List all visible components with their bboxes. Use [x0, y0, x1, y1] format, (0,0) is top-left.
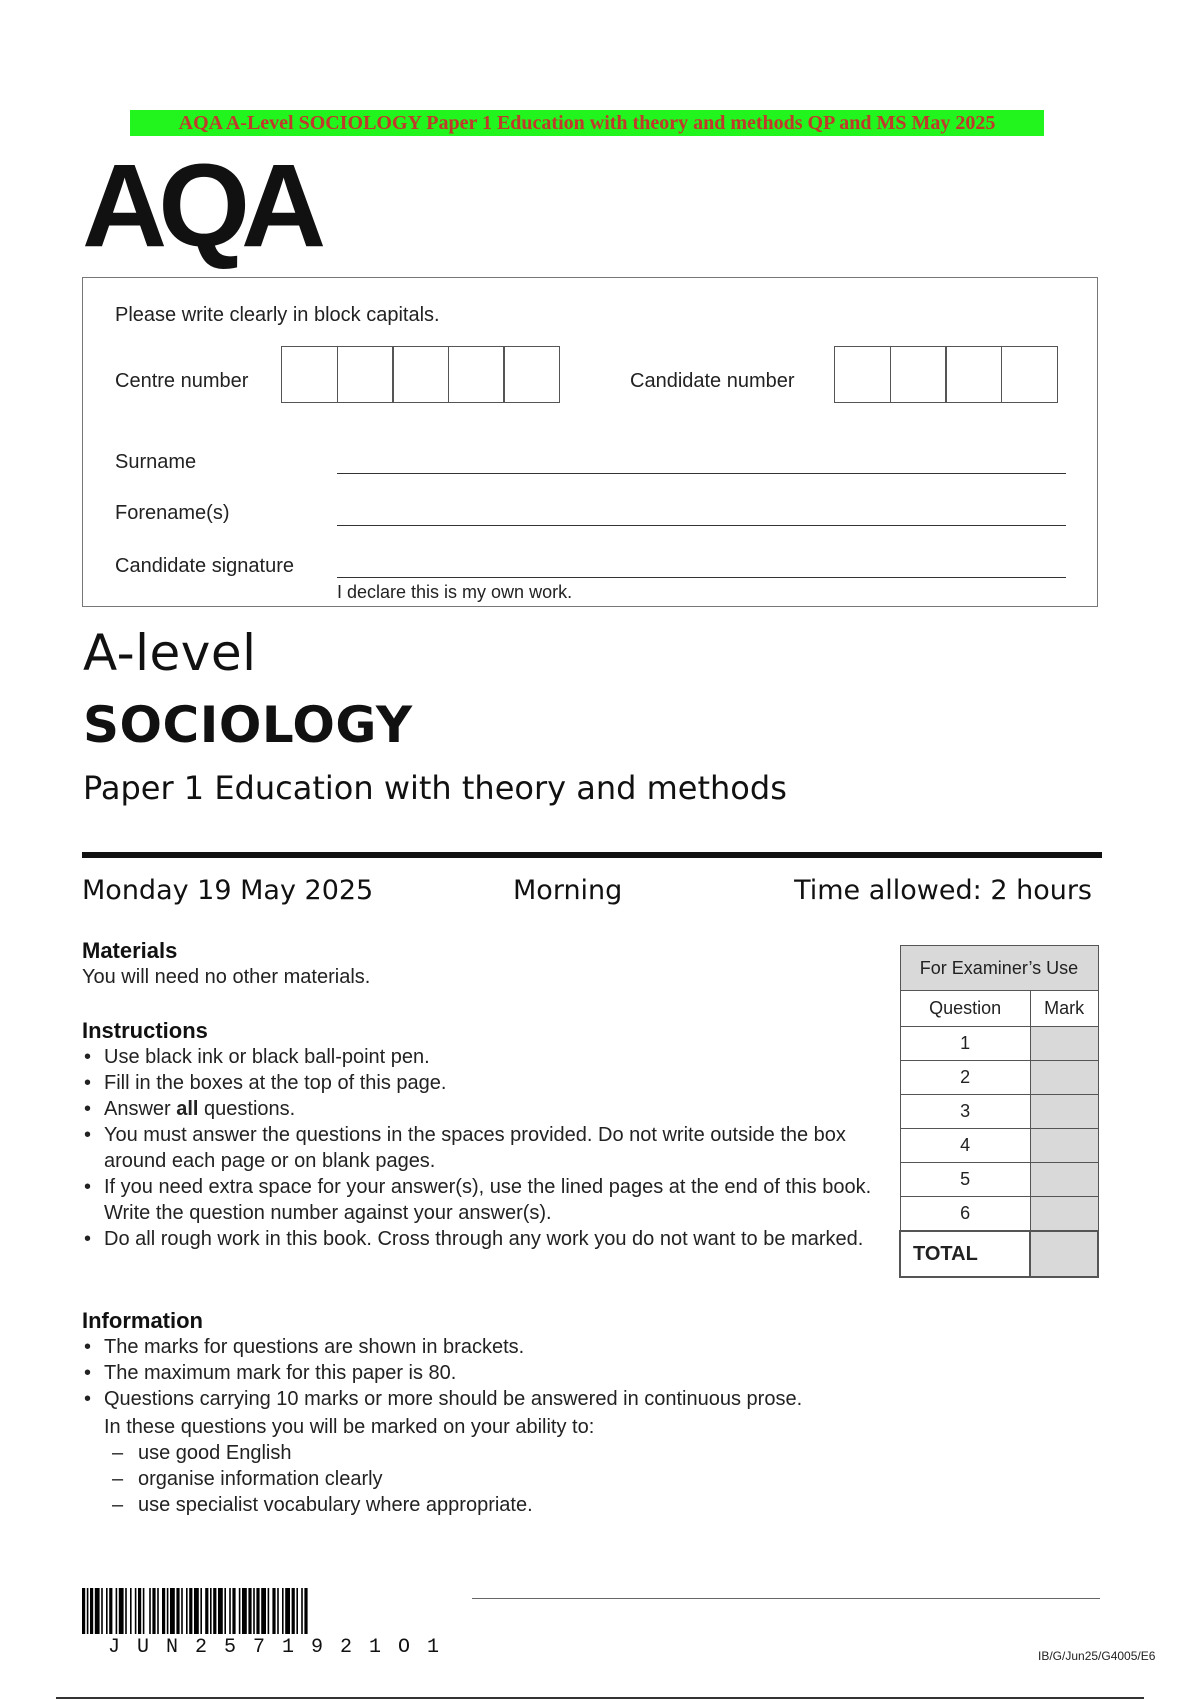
barcode-bar — [296, 1588, 298, 1634]
mark-cell — [1030, 1163, 1098, 1197]
question-number: 3 — [900, 1095, 1030, 1129]
centre-number-digit-box[interactable] — [392, 346, 449, 403]
mark-cell — [1030, 1027, 1098, 1061]
instructions-heading: Instructions — [82, 1018, 208, 1043]
barcode-bar — [261, 1588, 266, 1634]
list-item: • Fill in the boxes at the top of this page. — [84, 1072, 447, 1094]
list-item: • If you need extra space for your answer(s), use the lined pages at the end of this book. Write the question number against your answer(s). — [84, 1176, 872, 1224]
barcode-bar — [135, 1588, 137, 1634]
barcode-bar — [272, 1588, 275, 1634]
candidate-number-digit-box[interactable] — [945, 346, 1002, 403]
total-row — [900, 1231, 1098, 1277]
candidate-number-digit-box[interactable] — [1001, 346, 1058, 403]
barcode-bar — [301, 1588, 303, 1634]
barcode-bar — [218, 1588, 223, 1634]
barcode-bar — [125, 1588, 127, 1634]
examiners-use-title: For Examiner’s Use — [900, 946, 1098, 991]
barcode-bar — [119, 1588, 124, 1634]
question-number: 5 — [900, 1163, 1030, 1197]
barcode-bar — [176, 1588, 179, 1634]
total-mark-cell — [1030, 1231, 1098, 1277]
instructions-list — [82, 1044, 872, 1252]
list-item: • Answer all questions. — [84, 1098, 296, 1120]
barcode-bar — [157, 1588, 159, 1634]
barcode-bar — [90, 1588, 93, 1634]
list-item: – organise information clearly — [112, 1468, 383, 1490]
barcode-bar — [210, 1588, 212, 1634]
question-number: 1 — [900, 1027, 1030, 1061]
barcode-bar — [152, 1588, 155, 1634]
barcode-bar — [109, 1588, 112, 1634]
list-item: • Do all rough work in this book. Cross through any work you do not want to be marked. — [84, 1228, 864, 1250]
barcode-bar — [282, 1588, 284, 1634]
surname-line[interactable] — [337, 473, 1066, 474]
subject-title: SOCIOLOGY — [83, 696, 413, 754]
declaration-text: I declare this is my own work. — [337, 582, 573, 602]
barcode-bar — [292, 1588, 295, 1634]
signature-line[interactable] — [337, 577, 1066, 578]
question-number: 6 — [900, 1197, 1030, 1232]
barcode-bar — [200, 1588, 202, 1634]
centre-number-digit-box[interactable] — [337, 346, 394, 403]
examiners-use-table — [899, 945, 1099, 1278]
exam-date: Monday 19 May 2025 — [82, 875, 374, 906]
barcode-bar — [106, 1588, 108, 1634]
signature-label: Candidate signature — [115, 555, 295, 577]
mark-column-header: Mark — [1030, 991, 1098, 1027]
surname-label: Surname — [115, 451, 197, 473]
table-row — [900, 1095, 1098, 1129]
barcode-bar — [87, 1588, 89, 1634]
list-item: • You must answer the questions in the spaces provided. Do not write outside the box around each page or on blank pages. — [84, 1124, 846, 1172]
barcode-bar — [186, 1588, 188, 1634]
candidate-number-digit-box[interactable] — [834, 346, 891, 403]
barcode-digits: JUN2571921O1 — [108, 1636, 457, 1659]
centre-number-label: Centre number — [115, 370, 249, 392]
barcode-bar — [95, 1588, 100, 1634]
document-title-banner: AQA A-Level SOCIOLOGY Paper 1 Education with theory and methods QP and MS May 2025 — [130, 110, 1044, 136]
question-number: 4 — [900, 1129, 1030, 1163]
barcode-bar — [229, 1588, 231, 1634]
table-row — [900, 1163, 1098, 1197]
barcode-bar — [116, 1588, 118, 1634]
footer-divider — [472, 1598, 1100, 1599]
mark-cell — [1030, 1129, 1098, 1163]
information-list — [82, 1334, 982, 1412]
barcode-bar — [143, 1588, 145, 1634]
qualification-level: A-level — [83, 624, 257, 682]
list-item: • The maximum mark for this paper is 80. — [84, 1362, 457, 1384]
exam-session: Morning — [513, 875, 623, 906]
barcode — [82, 1588, 472, 1634]
mark-cell — [1030, 1095, 1098, 1129]
barcode-bar — [268, 1588, 270, 1634]
list-item: • Questions carrying 10 marks or more should be answered in continuous prose. — [84, 1388, 803, 1410]
centre-number-digit-box[interactable] — [503, 346, 560, 403]
barcode-bar — [82, 1588, 85, 1634]
barcode-bar — [138, 1588, 141, 1634]
question-number: 2 — [900, 1061, 1030, 1095]
candidate-number-digit-box[interactable] — [890, 346, 947, 403]
table-row — [900, 1197, 1098, 1232]
barcode-bar — [304, 1588, 307, 1634]
barcode-bar — [256, 1588, 259, 1634]
total-label: TOTAL — [900, 1231, 1030, 1277]
information-heading: Information — [82, 1308, 203, 1333]
barcode-bar — [253, 1588, 255, 1634]
aqa-logo: AQA — [82, 140, 318, 272]
barcode-bar — [181, 1588, 183, 1634]
information-sub-intro: In these questions you will be marked on your ability to: — [104, 1416, 595, 1438]
block-capitals-instruction: Please write clearly in block capitals. — [115, 304, 440, 326]
barcode-bar — [242, 1588, 247, 1634]
barcode-bar — [277, 1588, 279, 1634]
mark-cell — [1030, 1061, 1098, 1095]
mark-cell — [1030, 1197, 1098, 1232]
barcode-bar — [130, 1588, 132, 1634]
barcode-bar — [149, 1588, 151, 1634]
table-row — [900, 1027, 1098, 1061]
time-allowed: Time allowed: 2 hours — [794, 875, 1092, 906]
materials-text: You will need no other materials. — [82, 966, 371, 988]
table-row — [900, 1129, 1098, 1163]
list-item: • Use black ink or black ball-point pen. — [84, 1046, 430, 1068]
barcode-bar — [170, 1588, 175, 1634]
paper-title: Paper 1 Education with theory and methods — [83, 769, 787, 807]
centre-number-digit-box[interactable] — [281, 346, 338, 403]
barcode-bar — [167, 1588, 169, 1634]
candidate-number-boxes — [834, 346, 1058, 403]
barcode-bar — [285, 1588, 290, 1634]
table-row — [900, 1061, 1098, 1095]
barcode-bar — [213, 1588, 216, 1634]
forenames-line[interactable] — [337, 525, 1066, 526]
centre-number-digit-box[interactable] — [448, 346, 505, 403]
title-divider — [82, 852, 1102, 858]
barcode-bar — [224, 1588, 226, 1634]
barcode-bar — [162, 1588, 165, 1634]
materials-heading: Materials — [82, 938, 178, 963]
question-column-header: Question — [900, 991, 1030, 1027]
barcode-bar — [189, 1588, 192, 1634]
barcode-bar — [205, 1588, 208, 1634]
barcode-bar — [101, 1588, 103, 1634]
list-item: – use specialist vocabulary where appropriate. — [112, 1494, 533, 1516]
candidate-number-label: Candidate number — [630, 370, 795, 392]
page-bottom-rule — [56, 1697, 1144, 1699]
information-sub-list — [104, 1440, 804, 1518]
centre-number-boxes — [281, 346, 560, 403]
list-item: – use good English — [112, 1442, 292, 1464]
barcode-bar — [239, 1588, 241, 1634]
barcode-bar — [232, 1588, 235, 1634]
forenames-label: Forename(s) — [115, 502, 230, 524]
barcode-bar — [248, 1588, 251, 1634]
list-item: • The marks for questions are shown in brackets. — [84, 1336, 525, 1358]
barcode-bar — [194, 1588, 199, 1634]
paper-reference: IB/G/Jun25/G4005/E6 — [1038, 1649, 1156, 1663]
